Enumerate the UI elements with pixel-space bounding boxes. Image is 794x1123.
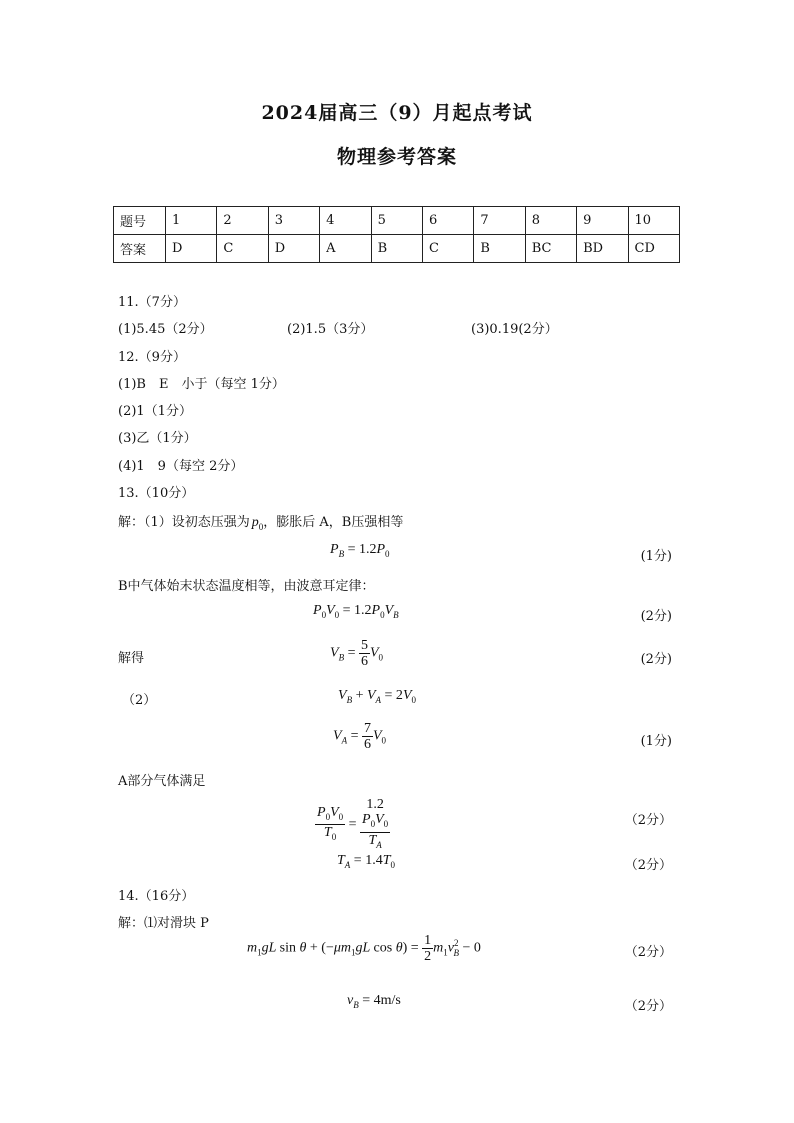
q11-part2: (2)1.5（3分） [287,322,374,337]
q13-part2-label: （2） [122,693,157,708]
table-cell: A [320,235,371,263]
q12-part4: (4)1 9（每空 2分） [118,459,244,474]
table-row-answers [114,235,680,263]
q11-part3: (3)0.19(2分） [471,322,558,337]
q14-points-1: （2分） [624,945,672,960]
q13-points-3: (2分) [640,652,672,667]
table-cell: 6 [422,207,473,235]
table-cell: D [268,235,319,263]
table-cell: 5 [371,207,422,235]
q14-eq2: $v_B = 4m/s$ [347,993,401,1010]
table-row-numbers [114,207,680,235]
answer-table [113,206,680,263]
q14-heading: 14.（16分） [118,889,195,904]
q13-eq2: $P_0V_0 = 1.2P_0V_B$ [313,603,399,620]
table-cell: C [422,235,473,263]
table-cell: 4 [320,207,371,235]
table-answer-label: 答案 [114,235,166,263]
q13-eq6: $\frac{P_0V_0}{T_0}$ = 1.2 $P_0V_0$ $T_A$ [317,797,389,850]
q13-solve-label: 解得 [118,651,145,666]
q11-heading: 11.（7分） [118,295,186,310]
table-cell: D [166,235,217,263]
table-cell: BC [525,235,576,263]
q13-eq4: $V_B + V_A = 2V_0$ [338,688,416,705]
q13-heading: 13.（10分） [118,486,195,501]
table-cell: 9 [577,207,628,235]
q12-part2: (2)1（1分） [118,404,192,419]
q11-part1: (1)5.45（2分） [118,322,213,337]
q13-eq5: $V_A$ = $\frac{7}{6}$ $V_0$ [333,721,387,752]
q12-part1: (1)B E 小于（每空 1分） [118,377,285,392]
q13-points-4: (1分) [640,734,672,749]
q13-line1 [118,511,403,532]
q13-points-5: （2分） [624,813,672,828]
table-cell: 8 [525,207,576,235]
q14-line1: 解：⑴对滑块 P [118,916,209,931]
q13-eq1: $P_B = 1.2P_0$ [330,542,390,559]
page-title: 2024届高三（9）月起点考试 [261,102,533,124]
q13-eq3: $V_B$ = $\frac{5}{6}$ $V_0$ [330,638,384,669]
q13-eq7: $T_A = 1.4T_0$ [337,853,395,870]
table-cell: 2 [217,207,268,235]
table-cell: CD [628,235,679,263]
table-header-label: 题号 [114,207,166,235]
table-cell: 7 [474,207,525,235]
q14-points-2: （2分） [624,999,672,1014]
q14-eq1: $m_1gL$ $\sin \theta + (-\mu m_1gL$ cos θ) = $\frac{1}{2}$ $m_1v^2_B - 0$ [247,933,481,964]
q13-line1-suffix: ，膨胀后 A，B压强相等 [263,515,404,530]
q12-heading: 12.（9分） [118,350,186,365]
table-cell: 3 [268,207,319,235]
q13-points-1: (1分) [640,549,672,564]
q13-line3: A部分气体满足 [118,774,206,789]
table-cell: B [474,235,525,263]
q13-pressure-symbol: $p_0$ [251,515,264,532]
q13-points-6: （2分） [624,858,672,873]
table-cell: 1 [166,207,217,235]
q13-line1-prefix: 解：（1）设初态压强为 [118,515,250,530]
q13-points-2: (2分) [640,609,672,624]
table-cell: 10 [628,207,679,235]
table-cell: B [371,235,422,263]
q12-part3: (3)乙（1分） [118,431,197,446]
table-cell: BD [577,235,628,263]
page-subtitle: 物理参考答案 [336,146,457,168]
table-cell: C [217,235,268,263]
q13-line2: B中气体始末状态温度相等，由波意耳定律： [118,579,375,594]
